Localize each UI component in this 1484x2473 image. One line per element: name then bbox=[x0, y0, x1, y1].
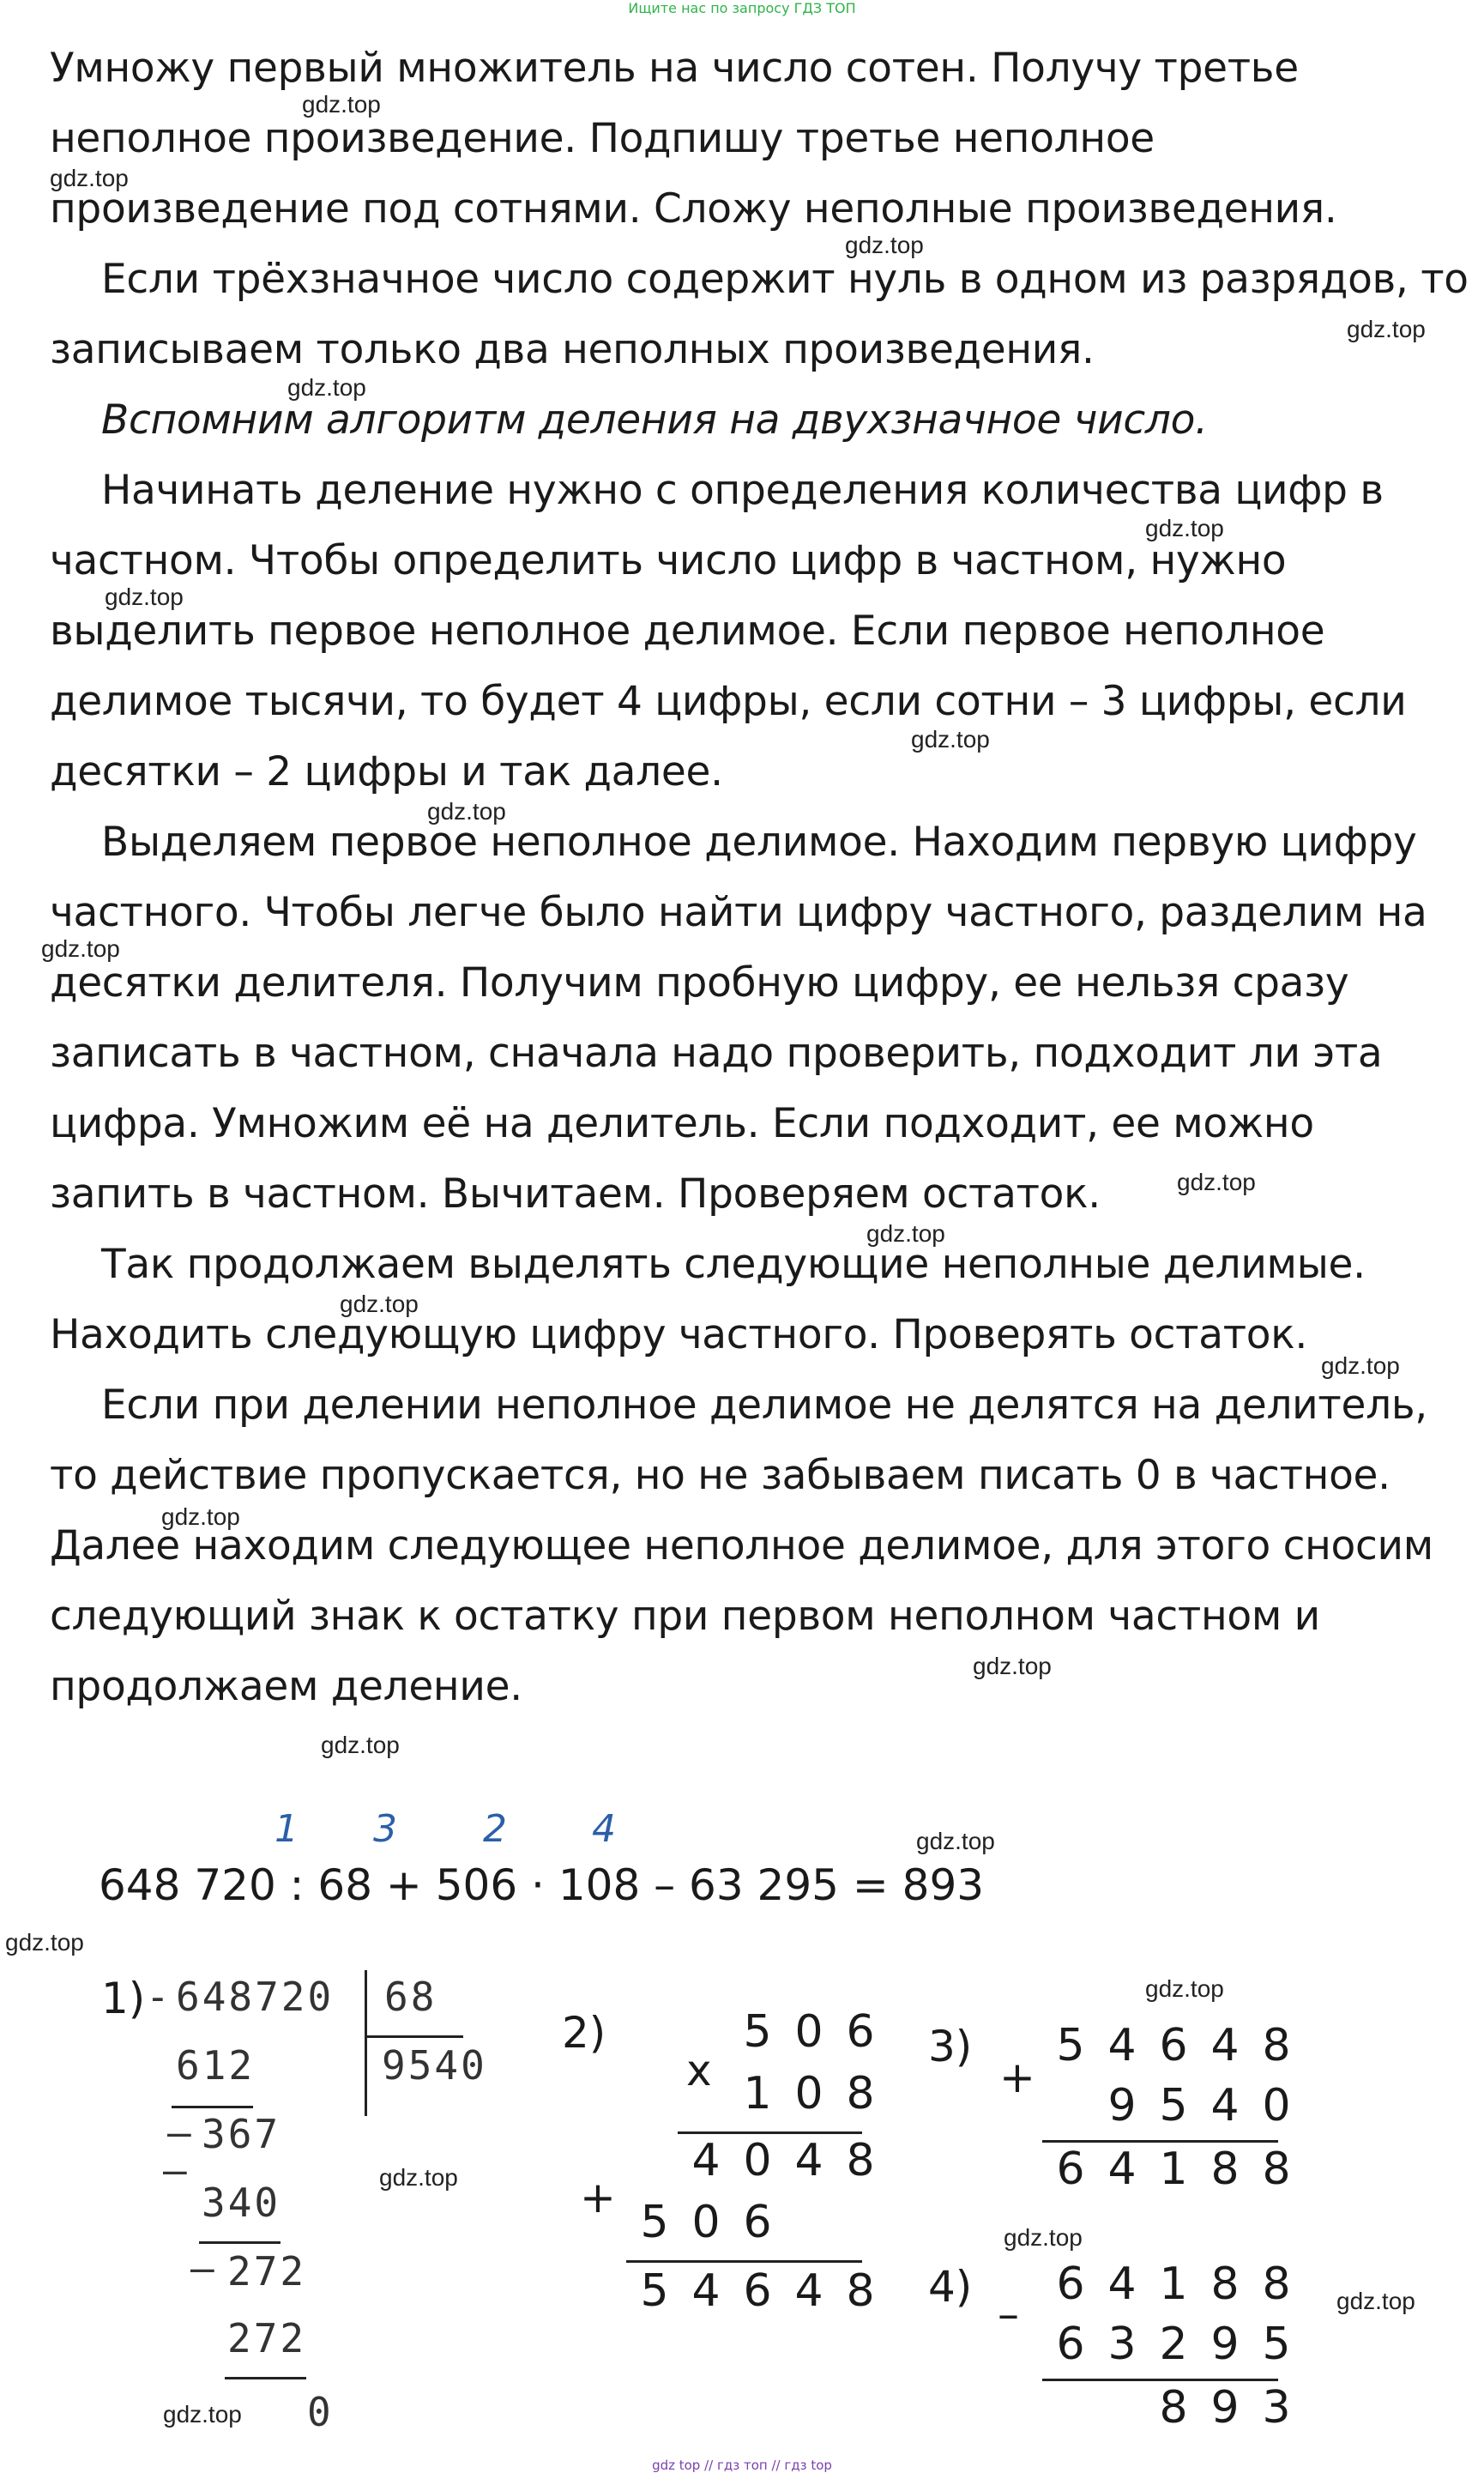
text-line: цифра. Умножим её на делитель. Если подходит, ее можно bbox=[50, 1100, 1314, 1147]
digit: 9 bbox=[1210, 2319, 1240, 2370]
watermark: gdz.top bbox=[50, 165, 129, 191]
text-line: Так продолжаем выделять следующие неполные делимые. bbox=[101, 1241, 1366, 1288]
text-line: произведение под сотнями. Сложу неполные произведения. bbox=[50, 185, 1337, 233]
watermark: gdz.top bbox=[911, 726, 990, 753]
text-line: десятки делителя. Получим пробную цифру, ее нельзя сразу bbox=[50, 959, 1349, 1007]
text-line: частном. Чтобы определить число цифр в частном, нужно bbox=[50, 537, 1287, 584]
division-bracket-vertical bbox=[365, 1970, 367, 2116]
digit: 6 bbox=[1056, 2258, 1085, 2310]
watermark: gdz.top bbox=[1177, 1169, 1256, 1195]
watermark: gdz.top bbox=[41, 935, 120, 962]
text-line: десятки – 2 цифры и так далее. bbox=[50, 748, 723, 795]
text-line-italic: Вспомним алгоритм деления на двухзначное число. bbox=[101, 396, 1208, 444]
expression: 648 720 : 68 + 506 · 108 – 63 295 = 893 bbox=[99, 1860, 985, 1910]
division-row: 272 bbox=[227, 2248, 307, 2295]
division-row: 340 bbox=[202, 2180, 281, 2226]
text-line: Находить следующую цифру частного. Проверять остаток. bbox=[50, 1311, 1307, 1358]
quotient: 9540 bbox=[382, 2042, 487, 2089]
digit: 1 bbox=[743, 2068, 772, 2119]
digit: 5 bbox=[743, 2006, 772, 2058]
digit: 4 bbox=[691, 2135, 721, 2186]
division-underline bbox=[172, 2106, 253, 2108]
plus-sign: + bbox=[999, 2053, 1035, 2102]
text-line: записываем только два неполных произведения. bbox=[50, 326, 1095, 373]
text-line: выделить первое неполное делимое. Если первое неполное bbox=[50, 608, 1325, 655]
text-line: то действие пропускается, но не забываем писать 0 в частное. bbox=[50, 1452, 1390, 1499]
step3-label: 3) bbox=[928, 2022, 973, 2071]
digit: 0 bbox=[794, 2006, 823, 2058]
order-number: 1 bbox=[274, 1807, 299, 1851]
watermark: gdz.top bbox=[1004, 2224, 1083, 2251]
digit: 5 bbox=[1262, 2319, 1291, 2370]
division-underline bbox=[225, 2377, 306, 2379]
watermark: gdz.top bbox=[161, 1503, 240, 1530]
order-number: 4 bbox=[592, 1807, 616, 1851]
watermark: gdz.top bbox=[163, 2401, 242, 2428]
digit: 8 bbox=[1210, 2143, 1240, 2195]
text-line: Если трёхзначное число содержит нуль в одном из разрядов, то bbox=[101, 256, 1469, 303]
digit: 6 bbox=[1056, 2319, 1085, 2370]
digit: 8 bbox=[1210, 2258, 1240, 2310]
digit: 4 bbox=[794, 2265, 823, 2317]
division-row: 272 bbox=[227, 2315, 307, 2361]
subtraction-line bbox=[1042, 2379, 1278, 2381]
division-bracket-horizontal bbox=[365, 2035, 463, 2038]
digit: 0 bbox=[691, 2197, 721, 2248]
digit: 8 bbox=[846, 2135, 875, 2186]
digit: 8 bbox=[846, 2068, 875, 2119]
digit: 3 bbox=[1107, 2319, 1137, 2370]
step1-label: 1) bbox=[101, 1974, 146, 2023]
watermark: gdz.top bbox=[5, 1929, 84, 1956]
digit: 9 bbox=[1107, 2080, 1137, 2131]
text-line: Выделяем первое неполное делимое. Находим первую цифру bbox=[101, 819, 1417, 866]
watermark: gdz.top bbox=[1336, 2288, 1415, 2314]
text-line: запить в частном. Вычитаем. Проверяем остаток. bbox=[50, 1170, 1101, 1218]
watermark: gdz.top bbox=[1145, 515, 1224, 541]
watermark: gdz.top bbox=[916, 1828, 995, 1854]
watermark: gdz.top bbox=[427, 798, 506, 825]
text-line: Далее находим следующее неполное делимое, для этого сносим bbox=[50, 1522, 1433, 1569]
digit: 5 bbox=[640, 2197, 669, 2248]
digit: 4 bbox=[1210, 2020, 1240, 2071]
digit: 5 bbox=[640, 2265, 669, 2317]
text-line: Умножу первый множитель на число сотен. Получу третье bbox=[50, 45, 1299, 92]
plus-sign: + bbox=[580, 2173, 616, 2222]
watermark: gdz.top bbox=[287, 374, 366, 401]
multiplication-line bbox=[626, 2260, 862, 2263]
digit: 4 bbox=[1210, 2080, 1240, 2131]
order-number: 3 bbox=[373, 1807, 397, 1851]
digit: 4 bbox=[1107, 2143, 1137, 2195]
text-line: Начинать деление нужно с определения количества цифр в bbox=[101, 467, 1384, 514]
digit: 6 bbox=[1159, 2020, 1188, 2071]
digit: 6 bbox=[743, 2265, 772, 2317]
watermark: gdz.top bbox=[866, 1220, 945, 1247]
text-line: делимое тысячи, то будет 4 цифры, если сотни – 3 цифры, если bbox=[50, 678, 1407, 725]
digit: 5 bbox=[1159, 2080, 1188, 2131]
text-line: неполное произведение. Подпишу третье неполное bbox=[50, 115, 1155, 162]
step2-label: 2) bbox=[562, 2008, 606, 2058]
text-line: частного. Чтобы легче было найти цифру частного, разделим на bbox=[50, 889, 1427, 936]
digit: 4 bbox=[691, 2265, 721, 2317]
watermark: gdz.top bbox=[1321, 1352, 1400, 1379]
watermark: gdz.top bbox=[321, 1732, 400, 1758]
watermark: gdz.top bbox=[973, 1653, 1052, 1679]
division-minus: – bbox=[163, 2147, 190, 2193]
step4-label: 4) bbox=[928, 2262, 973, 2312]
digit: 6 bbox=[1056, 2143, 1085, 2195]
watermark: gdz.top bbox=[379, 2164, 458, 2191]
digit: 4 bbox=[794, 2135, 823, 2186]
bottom-banner[interactable]: gdz top // гдз топ // гдз top bbox=[652, 2458, 832, 2473]
watermark: gdz.top bbox=[845, 232, 924, 258]
minus-sign: – bbox=[998, 2289, 1019, 2339]
digit: 4 bbox=[1107, 2258, 1137, 2310]
digit: 9 bbox=[1210, 2382, 1240, 2434]
digit: 8 bbox=[1159, 2382, 1188, 2434]
top-banner[interactable]: Ищите нас по запросу ГДЗ ТОП bbox=[628, 0, 856, 16]
division-underline bbox=[199, 2241, 281, 2244]
watermark: gdz.top bbox=[302, 91, 381, 118]
division-row: 612 bbox=[176, 2042, 256, 2089]
watermark: gdz.top bbox=[1347, 316, 1426, 342]
digit: 4 bbox=[1107, 2020, 1137, 2071]
digit: 3 bbox=[1262, 2382, 1291, 2434]
digit: 2 bbox=[1159, 2319, 1188, 2370]
watermark: gdz.top bbox=[105, 583, 184, 610]
division-minus: – bbox=[190, 2245, 217, 2291]
division-minus: – bbox=[167, 2109, 194, 2156]
division-row: 367 bbox=[202, 2111, 281, 2157]
digit: 8 bbox=[1262, 2258, 1291, 2310]
addition-line bbox=[1042, 2140, 1278, 2143]
remainder: 0 bbox=[307, 2389, 334, 2435]
text-line: следующий знак к остатку при первом неполном частном и bbox=[50, 1593, 1320, 1640]
digit: 6 bbox=[743, 2197, 772, 2248]
multiplication-line bbox=[678, 2131, 862, 2134]
digit: 8 bbox=[1262, 2020, 1291, 2071]
digit: 8 bbox=[846, 2265, 875, 2317]
text-line: записать в частном, сначала надо проверить, подходит ли эта bbox=[50, 1030, 1383, 1077]
order-number: 2 bbox=[483, 1807, 507, 1851]
text-line: продолжаем деление. bbox=[50, 1663, 522, 1710]
dividend: 648720 bbox=[176, 1974, 335, 2020]
divisor: 68 bbox=[384, 1974, 437, 2020]
digit: 0 bbox=[1262, 2080, 1291, 2131]
times-sign: x bbox=[686, 2046, 712, 2095]
step1-minus-sign: - bbox=[146, 1974, 172, 2020]
digit: 0 bbox=[794, 2068, 823, 2119]
digit: 5 bbox=[1056, 2020, 1085, 2071]
digit: 0 bbox=[743, 2135, 772, 2186]
text-line: Если при делении неполное делимое не делятся на делитель, bbox=[101, 1382, 1427, 1429]
digit: 1 bbox=[1159, 2143, 1188, 2195]
digit: 1 bbox=[1159, 2258, 1188, 2310]
digit: 8 bbox=[1262, 2143, 1291, 2195]
digit: 6 bbox=[846, 2006, 875, 2058]
watermark: gdz.top bbox=[1145, 1975, 1224, 2002]
watermark: gdz.top bbox=[340, 1291, 419, 1317]
